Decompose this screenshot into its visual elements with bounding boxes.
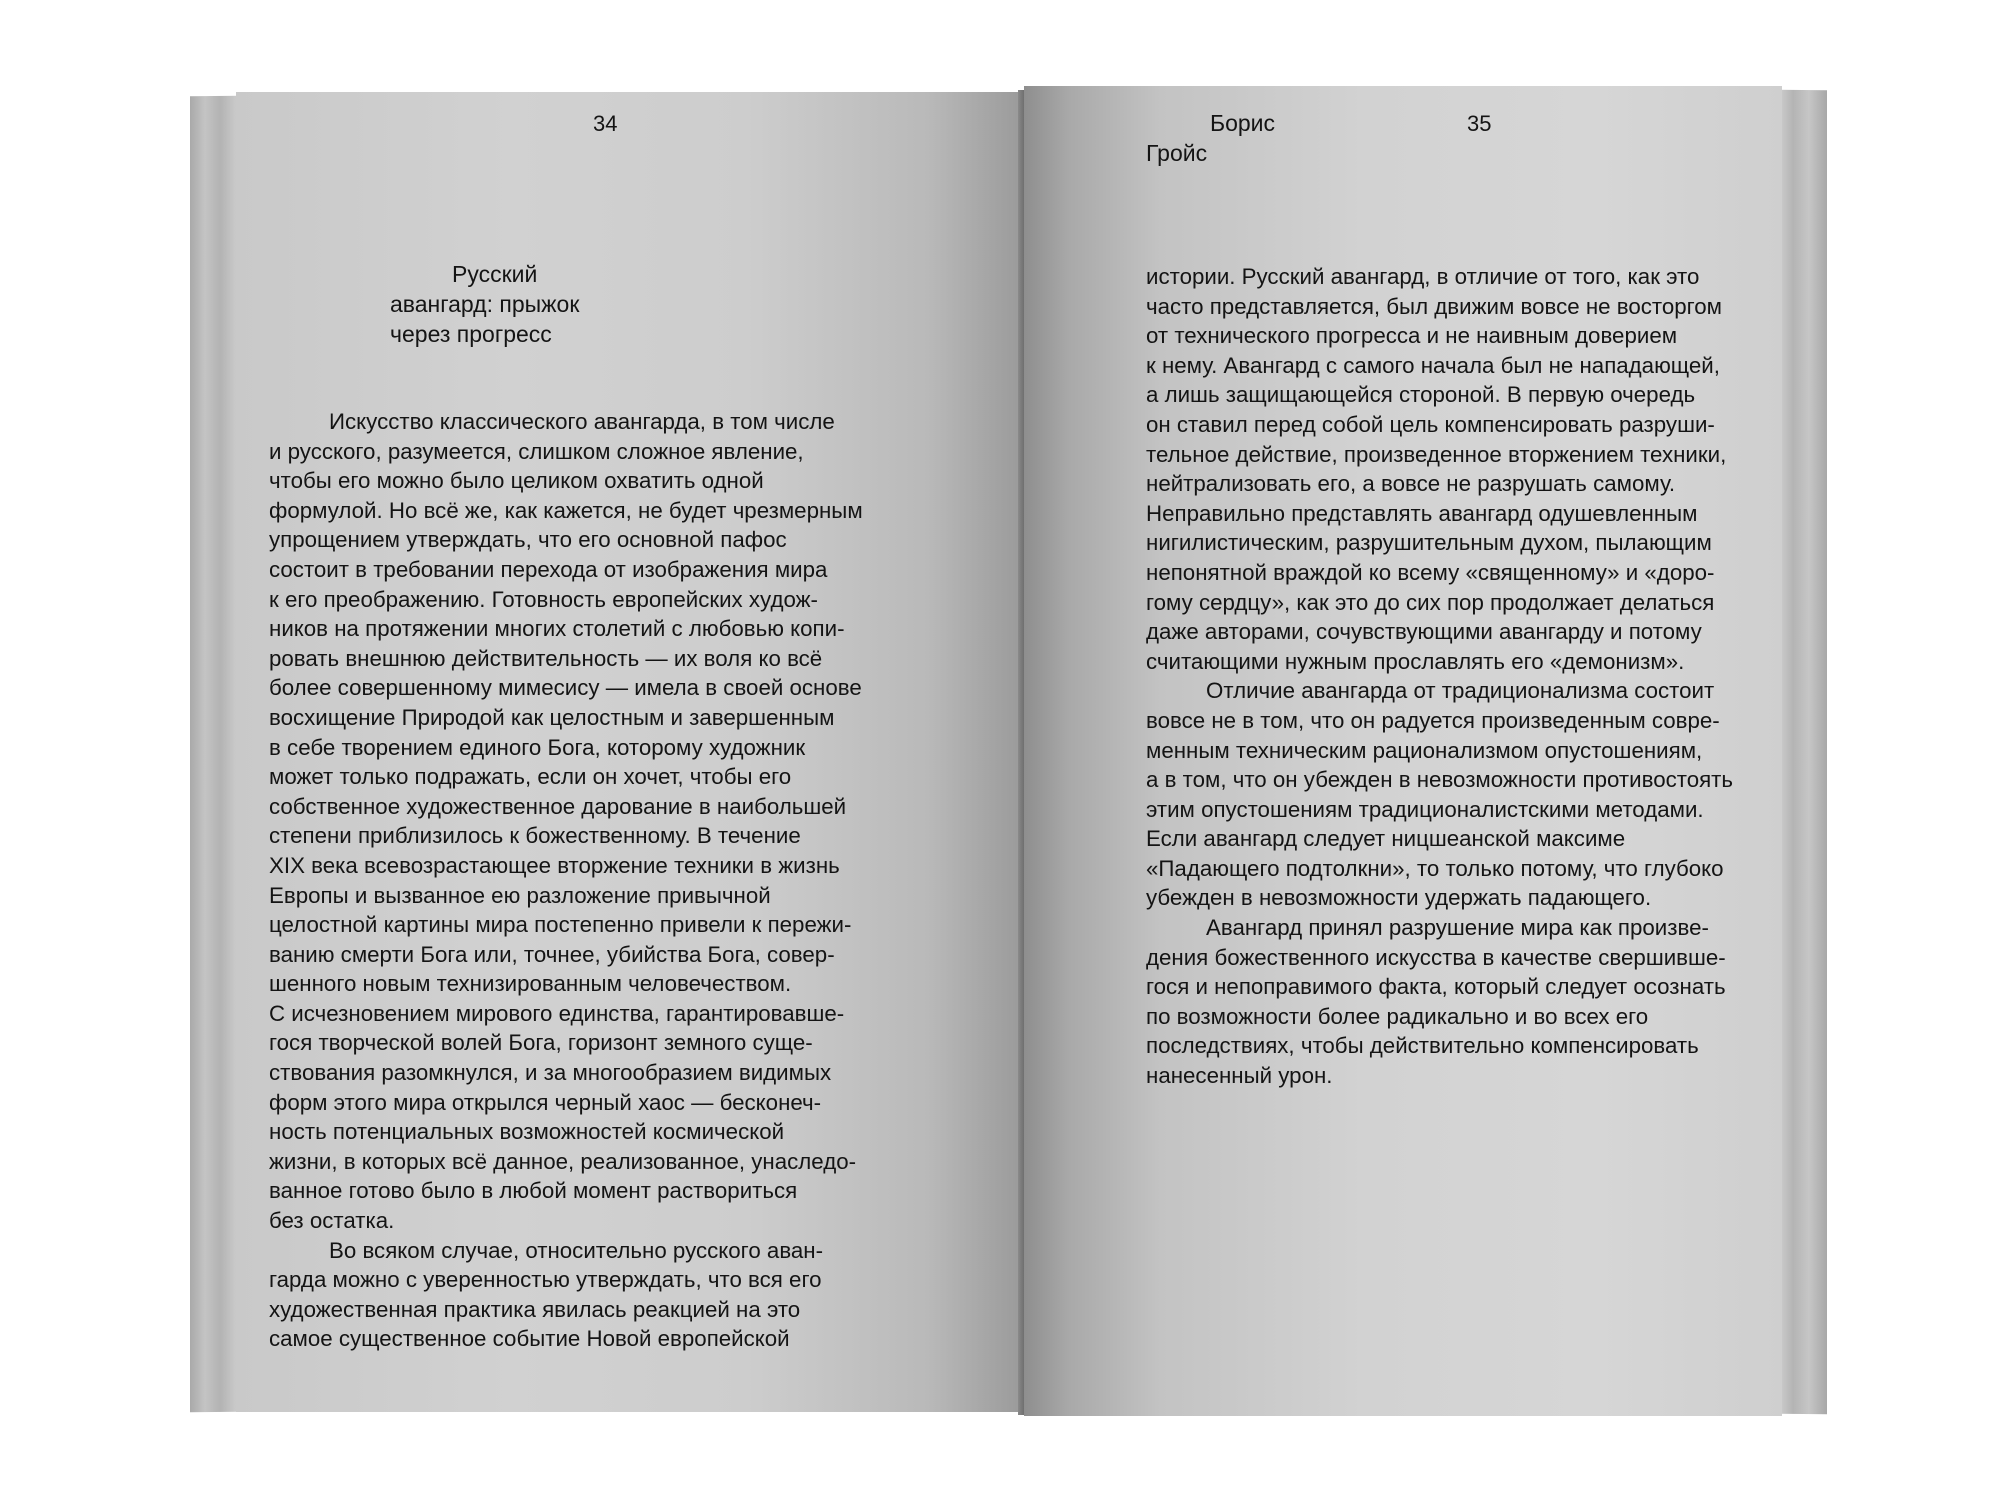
- text-line: ствования разомкнулся, и за многообразием видимых: [269, 1060, 832, 1086]
- text-line: нейтрализовать его, а вовсе не разрушать самому.: [1146, 471, 1676, 497]
- chapter-title-line: авангард: прыжок: [390, 291, 580, 317]
- text-line: нигилистическим, разрушительным духом, пылающим: [1146, 530, 1712, 556]
- text-line: истории. Русский авангард, в отличие от того, как это: [1146, 264, 1700, 289]
- text-line: С исчезновением мирового единства, гарантировавше-: [269, 1000, 845, 1026]
- text-line: самое существенное событие Новой европейской: [269, 1326, 790, 1352]
- text-line: к его преображению. Готовность европейских худож-: [269, 586, 818, 612]
- text-line: считающими нужным прославлять его «демонизм».: [1146, 648, 1685, 674]
- text-line: и русского, разумеется, слишком сложное явление,: [269, 438, 804, 464]
- text-line: «Падающего подтолкни», то только потому, что глубоко: [1146, 855, 1724, 881]
- text-line: убежден в невозможности удержать падающего.: [1146, 885, 1652, 911]
- text-line: непонятной враждой ко всему «священному» и «доро-: [1146, 559, 1715, 585]
- text-line: последствиях, чтобы действительно компенсировать: [1146, 1033, 1699, 1059]
- right-page-edges: [1775, 90, 1827, 1415]
- text-line: состоит в требовании перехода от изображения мира: [269, 556, 828, 582]
- text-line: от технического прогресса и не наивным доверием: [1146, 323, 1678, 349]
- text-line: целостной картины мира постепенно привели к пережи-: [269, 912, 852, 938]
- right-page: [1024, 86, 1782, 1416]
- text-line: XIX века всевозрастающее вторжение техники в жизнь: [269, 852, 840, 878]
- text-line: восхищение Природой как целостным и завершенным: [269, 704, 835, 730]
- text-line: гарда можно с уверенностью утверждать, что вся его: [269, 1267, 822, 1293]
- text-line: нанесенный урон.: [1146, 1063, 1333, 1089]
- chapter-title-line: Русский: [452, 261, 538, 287]
- text-line: ность потенциальных возможностей космической: [269, 1119, 785, 1145]
- text-line: ников на протяжении многих столетий с любовью копи-: [269, 616, 845, 642]
- text-line: а в том, что он убежден в невозможности противостоять: [1146, 767, 1734, 793]
- text-line: к нему. Авангард с самого начала был не нападающей,: [1146, 352, 1720, 378]
- text-line: форм этого мира открылся черный хаос — бесконеч-: [269, 1089, 822, 1115]
- left-page-edges: [190, 96, 240, 1413]
- text-line: в себе творением единого Бога, которому художник: [269, 734, 806, 760]
- page-number-left: 34: [593, 111, 618, 136]
- text-line: более совершенному мимесису — имела в своей основе: [269, 675, 862, 701]
- text-line: Неправильно представлять авангард одушевленным: [1146, 500, 1698, 526]
- text-line: тельное действие, произведенное вторжением техники,: [1146, 441, 1727, 467]
- right-body-text: [1146, 262, 1733, 1091]
- text-line: ровать внешнюю действительность — их воля ко всё: [269, 645, 823, 671]
- text-line: вовсе не в том, что он радуется произведенным совре-: [1146, 707, 1720, 733]
- text-line: чтобы его можно было целиком охватить одной: [269, 468, 764, 494]
- text-line: степени приблизилось к божественному. В течение: [269, 823, 801, 849]
- text-line: без остатка.: [269, 1208, 395, 1234]
- text-line: гося творческой волей Бога, горизонт земного суще-: [269, 1030, 813, 1056]
- chapter-title: [390, 259, 579, 349]
- text-line: Во всяком случае, относительно русского аван-: [329, 1237, 824, 1263]
- author-last-name: Гройс: [1146, 140, 1208, 166]
- chapter-title-line: через прогресс: [390, 321, 552, 347]
- text-line: ванию смерти Бога или, точнее, убийства Бога, совер-: [269, 941, 835, 967]
- text-line: часто представляется, был движим вовсе не восторгом: [1146, 293, 1723, 319]
- text-line: ванное готово было в любой момент раствориться: [269, 1178, 798, 1204]
- text-line: шенного новым технизированным человечеством.: [269, 971, 792, 997]
- text-line: жизни, в которых всё данное, реализованное, унаследо-: [269, 1148, 857, 1174]
- text-line: гому сердцу», как это до сих пор продолжает делаться: [1146, 589, 1715, 615]
- text-line: Отличие авангарда от традиционализма состоит: [1206, 678, 1715, 704]
- text-line: а лишь защищающейся стороной. В первую очередь: [1146, 382, 1696, 408]
- text-line: даже авторами, сочувствующими авангарду и потому: [1146, 619, 1702, 645]
- text-line: Если авангард следует ницшеанской максиме: [1146, 826, 1626, 852]
- text-line: дения божественного искусства в качестве свершивше-: [1146, 944, 1726, 970]
- text-line: собственное художественное дарование в наибольшей: [269, 793, 847, 819]
- text-line: гося и непоправимого факта, который следует осознать: [1146, 974, 1726, 1000]
- text-line: менным техническим рационализмом опустошениям,: [1146, 737, 1703, 763]
- page-number-right: 35: [1467, 111, 1492, 136]
- text-line: упрощением утверждать, что его основной пафос: [269, 527, 787, 553]
- text-line: он ставил перед собой цель компенсировать разруши-: [1146, 411, 1715, 437]
- text-line: Искусство классического авангарда, в том числе: [329, 409, 835, 434]
- text-line: художественная практика явилась реакцией на это: [269, 1296, 801, 1322]
- text-line: Европы и вызванное ею разложение привычной: [269, 882, 771, 908]
- text-line: может только подражать, если он хочет, чтобы его: [269, 764, 792, 790]
- text-line: формулой. Но всё же, как кажется, не будет чрезмерным: [269, 497, 863, 523]
- text-line: этим опустошениям традиционалистскими методами.: [1146, 796, 1704, 822]
- left-page: [236, 92, 1023, 1412]
- text-line: Авангард принял разрушение мира как произве-: [1206, 915, 1709, 941]
- text-line: по возможности более радикально и во всех его: [1146, 1003, 1649, 1029]
- author-first-name: Борис: [1210, 110, 1276, 136]
- left-body-text: [269, 407, 863, 1354]
